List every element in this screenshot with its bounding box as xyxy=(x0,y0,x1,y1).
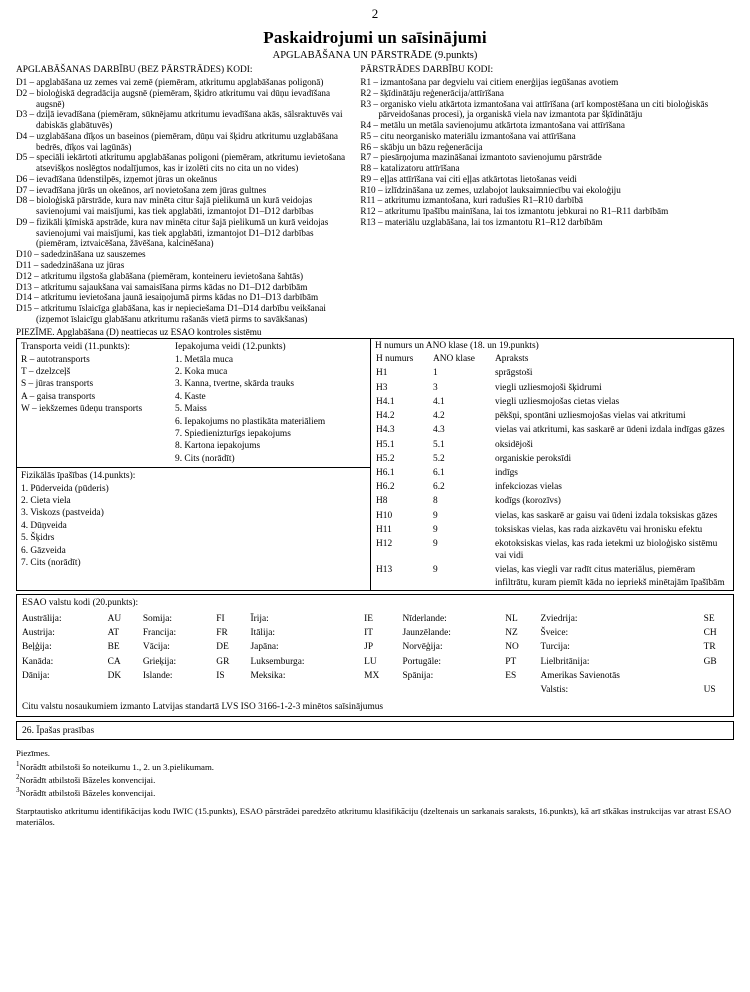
packaging-item: 7. Spiedienizturīgs iepakojums xyxy=(175,429,291,440)
physical-item: 3. Viskozs (pastveida) xyxy=(21,508,104,519)
table-row xyxy=(17,612,733,626)
country-name: Grieķija: xyxy=(142,656,177,667)
country-code: NL xyxy=(505,613,518,624)
packaging-item: 3. Kanna, tvertne, skārda trauks xyxy=(175,379,294,390)
page-subtitle: APGLABĀŠANA UN PĀRSTRĀDE (9.punkts) xyxy=(272,50,478,61)
table-row xyxy=(371,466,733,480)
un-class: 8 xyxy=(433,496,438,507)
h-number-column-headers xyxy=(371,352,733,366)
h-number: H4.1 xyxy=(376,396,395,407)
document-page xyxy=(0,6,750,992)
physical-heading: Fizikālās īpašības (14.punkts): xyxy=(21,471,136,482)
table-row xyxy=(371,381,733,395)
recovery-codes-column xyxy=(360,65,734,325)
h-desc: viegli uzliesmojošas cietas vielas xyxy=(495,396,620,407)
h-desc: toksiskas vielas, kas rada aizkavētu vai hronisku efektu xyxy=(495,524,703,535)
code-item: R7 – piesārņojuma mazināšanai izmantoto savienojumu pārstrāde xyxy=(360,152,602,163)
country-name: Somija: xyxy=(142,613,173,624)
table-row xyxy=(17,683,733,697)
h-number: H8 xyxy=(376,496,388,507)
country-code: IT xyxy=(364,628,374,639)
country-name xyxy=(17,683,108,697)
table-row xyxy=(371,366,733,380)
page-number: 2 xyxy=(371,6,379,21)
country-code: GB xyxy=(703,656,717,667)
country-name: Austrija: xyxy=(22,628,55,639)
recovery-codes-heading: PĀRSTRĀDES DARBĪBU KODI: xyxy=(360,65,494,75)
table-row xyxy=(371,494,733,508)
code-item: R6 – skābju un bāzu reģenerācija xyxy=(360,141,483,152)
footnote-marker: 1 xyxy=(16,759,20,768)
h-number: H5.2 xyxy=(376,453,395,464)
code-item: R1 – izmantošana par degvielu vai citiem enerģijas iegūšanas avotiem xyxy=(360,77,619,87)
footnotes xyxy=(16,748,734,828)
h-desc: viegli uzliesmojoši šķidrumi xyxy=(495,382,602,393)
country-code: NZ xyxy=(505,628,518,639)
un-class: 5.2 xyxy=(433,453,445,464)
oecd-country-codes-box xyxy=(16,594,734,717)
footnote-text: Norādīt atbilstoši Bāzeles konvencijai. xyxy=(19,788,156,799)
h-desc: vielas vai atkritumi, kas saskarē ar ūdeni izdala indīgas gāzes xyxy=(495,425,725,436)
transport-packaging-physical-table xyxy=(17,339,371,590)
country-name xyxy=(246,683,365,697)
transport-packaging-row xyxy=(17,339,370,467)
h-desc: organiskie peroksīdi xyxy=(495,453,572,464)
country-name: Islande: xyxy=(142,670,173,681)
h-desc: vielas, kas viegli var radīt citus materiālus, piemēram infiltrātu, kuram piemīt kāda no iepriekš minētajām īpašībām xyxy=(495,565,725,588)
table-row xyxy=(371,409,733,423)
country-name: Francija: xyxy=(142,628,177,639)
h-number: H4.3 xyxy=(376,425,395,436)
disposal-codes-column xyxy=(16,65,350,325)
packaging-cell xyxy=(173,339,370,467)
un-class: 6.1 xyxy=(433,467,445,478)
middle-tables xyxy=(16,338,734,591)
h-number: H4.2 xyxy=(376,411,395,422)
country-name: Beļģija: xyxy=(22,642,52,653)
transport-cell xyxy=(17,339,173,467)
transport-item: R – autotransports xyxy=(21,354,90,365)
table-row xyxy=(371,452,733,466)
recovery-codes-list xyxy=(360,77,734,228)
h-number: H12 xyxy=(376,539,393,550)
country-code: ES xyxy=(505,670,517,681)
table-row xyxy=(371,509,733,523)
code-item: D12 – atkritumu ilgstoša glabāšana (piemēram, konteineru ievietošana šahtās) xyxy=(16,270,304,281)
country-code: LU xyxy=(364,656,377,667)
transport-heading: Transporta veidi (11.punkts): xyxy=(21,342,130,353)
code-item: D6 – ievadīšana ūdenstilpēs, izņemot jūras un okeānus xyxy=(16,173,218,184)
country-name: Īrija: xyxy=(250,613,269,624)
physical-cell xyxy=(17,468,137,571)
un-class: 9 xyxy=(433,565,438,576)
disposal-note: PIEZĪME. Apglabāšana (D) neattiecas uz ESAO kontroles sistēmu xyxy=(16,326,262,337)
packaging-item: 5. Maiss xyxy=(175,404,207,415)
packaging-item: 8. Kartona iepakojums xyxy=(175,441,261,452)
table-row xyxy=(17,669,733,683)
country-code: MX xyxy=(364,670,380,681)
packaging-item: 6. Iepakojums no plastikāta materiāliem xyxy=(175,416,326,427)
country-name: Austrālija: xyxy=(22,613,62,624)
disposal-codes-heading: APGLABĀŠANAS DARBĪBU (BEZ PĀRSTRĀDES) KODI: xyxy=(16,65,253,75)
country-code: DE xyxy=(216,642,229,653)
un-class: 9 xyxy=(433,510,438,521)
country-code: JP xyxy=(364,642,374,653)
footnote-text: Norādīt atbilstoši šo noteikumu 1., 2. un 3.pielikumam. xyxy=(19,761,214,772)
country-name: Amerikas Savienotās xyxy=(540,670,620,681)
country-name: Šveice: xyxy=(540,628,569,639)
country-code: SE xyxy=(703,613,715,624)
column-header-un: ANO klase xyxy=(433,354,475,365)
code-item: D14 – atkritumu ievietošana jaunā iesaiņojumā pirms kādas no D1–D13 darbībām xyxy=(16,292,319,303)
country-code: US xyxy=(703,685,716,695)
footnotes-title: Piezīmes. xyxy=(16,748,50,759)
column-header-h: H numurs xyxy=(376,354,414,365)
table-row xyxy=(17,655,733,669)
h-desc: kodīgs (korozīvs) xyxy=(495,496,561,507)
h-desc: sprāgstoši xyxy=(495,368,533,379)
country-code: FI xyxy=(216,613,225,624)
h-number-table xyxy=(371,339,733,590)
h-desc: pēkšņi, spontāni uzliesmojošas vielas vai atkritumi xyxy=(495,411,686,422)
transport-item: S – jūras transports xyxy=(21,379,94,390)
country-code: AT xyxy=(107,628,120,639)
country-name xyxy=(397,683,505,697)
packaging-item: 9. Cits (norādīt) xyxy=(175,453,235,464)
packaging-item: 2. Koka muca xyxy=(175,367,228,377)
table-row xyxy=(371,438,733,452)
country-name: Vācija: xyxy=(142,642,170,653)
country-code xyxy=(364,683,397,697)
un-class: 9 xyxy=(433,539,438,550)
h-desc: oksidējoši xyxy=(495,439,534,450)
country-name xyxy=(138,683,216,697)
country-name: Turcija: xyxy=(540,642,570,653)
h-desc: vielas, kas saskarē ar gaisu vai ūdeni izdala toksiskas gāzes xyxy=(495,510,718,521)
h-number: H13 xyxy=(376,565,393,576)
table-row xyxy=(371,423,733,437)
physical-item: 7. Cits (norādīt) xyxy=(21,558,81,569)
country-code: IS xyxy=(216,670,225,681)
country-name: Kanāda: xyxy=(22,656,54,667)
physical-item: 1. Pūderveida (pūderis) xyxy=(21,483,109,494)
country-codes-table xyxy=(17,612,733,697)
table-row xyxy=(371,537,733,563)
code-item: R13 – materiālu uzglabāšana, lai tos izmantotu R1–R12 darbībām xyxy=(360,216,603,227)
h-number: H3 xyxy=(376,382,388,393)
country-name: Portugāle: xyxy=(402,656,441,667)
country-name: Jaunzēlande: xyxy=(402,628,451,639)
code-item: D3 – dziļā ievadīšana (piemēram, sūknējamu atkritumu ievadīšana akās, sālsraktuvēs vai dabiskās glabātuvēs) xyxy=(16,109,343,131)
footnote-closing: Starptautisko atkritumu identifikācijas kodu IWIC (15.punkts), ESAO pārstrādei paredzēto atkritumu klasifikāciju (dzeltenais un sarkanais saraksts, 16.punkts), kā arī sīkākas instrukcijas var atrast ESAO materiālos. xyxy=(16,805,732,828)
country-code: BE xyxy=(107,642,120,653)
code-item: D1 – apglabāšana uz zemes vai zemē (piemēram, atkritumu apglabāšanas poligonā) xyxy=(16,77,324,87)
table-row xyxy=(17,640,733,654)
code-item: R8 – katalizatoru attīrīšana xyxy=(360,163,460,174)
oecd-heading: ESAO valstu kodi (20.punkts): xyxy=(22,597,139,608)
code-item: D5 – speciāli iekārtoti atkritumu apglabāšanas poligoni (piemēram, atkritumu ievietošana atsevišķos noslēgtos nodalījumos, kas ir izolēti cits no cita un no vides) xyxy=(16,152,346,174)
physical-item: 5. Šķidrs xyxy=(21,533,55,544)
h-number: H5.1 xyxy=(376,439,395,450)
special-requirements-box: 26. Īpašas prasības xyxy=(16,721,734,740)
country-code xyxy=(704,669,733,683)
footnote-line xyxy=(16,760,734,773)
country-code: GR xyxy=(216,656,230,667)
code-item: R9 – eļļas attīrīšana vai citi eļļas atkārtotas lietošanas veidi xyxy=(360,173,577,184)
country-code: DK xyxy=(107,670,122,681)
country-code: TR xyxy=(703,642,716,653)
table-row xyxy=(371,523,733,537)
h-desc: ekotoksiskas vielas, kas rada ietekmi uz bioloģisko sistēmu vai vidi xyxy=(495,539,718,562)
country-name: Itālija: xyxy=(250,628,275,639)
un-class: 1 xyxy=(433,368,438,379)
h-number: H6.2 xyxy=(376,482,395,493)
country-name: Norvēģija: xyxy=(402,642,443,653)
packaging-item: 1. Metāla muca xyxy=(175,354,234,365)
h-number: H6.1 xyxy=(376,467,395,478)
code-item: R5 – citu neorganisko materiālu izmantošana vai attīrīšana xyxy=(360,130,576,141)
code-item: R4 – metālu un metāla savienojumu atkārtota izmantošana vai attīrīšana xyxy=(360,120,625,131)
un-class: 4.3 xyxy=(433,425,445,436)
code-item: R3 – organisko vielu atkārtota izmantošana vai attīrīšana (arī kompostēšana un citi bioloģiskās pārveidošanas procesi), ja organiskā viela nav izmantota par šķīdinātāju xyxy=(360,98,709,120)
h-number: H11 xyxy=(376,524,392,535)
code-item: R10 – izlīdzināšana uz zemes, uzlabojot lauksaimniecību vai ekoloģiju xyxy=(360,184,621,195)
un-class: 4.1 xyxy=(433,396,445,407)
oecd-footer-note: Citu valstu nosaukumiem izmanto Latvijas standartā LVS ISO 3166-1-2-3 minētos saīsinājumus xyxy=(22,702,384,713)
h-desc: infekciozas vielas xyxy=(495,482,562,493)
country-name: Spānija: xyxy=(402,670,434,681)
country-name: Japāna: xyxy=(250,642,279,653)
h-desc: indīgs xyxy=(495,467,518,478)
un-class: 9 xyxy=(433,524,438,535)
footnote-marker: 3 xyxy=(16,786,20,795)
h-number: H1 xyxy=(376,368,388,379)
packaging-item: 4. Kaste xyxy=(175,391,206,402)
table-row xyxy=(371,480,733,494)
un-class: 3 xyxy=(433,382,438,393)
country-name: Nīderlande: xyxy=(402,613,447,624)
code-item: D10 – sadedzināšana uz sauszemes xyxy=(16,249,146,260)
physical-properties-row xyxy=(17,468,370,571)
country-name: Dānija: xyxy=(22,670,50,681)
footnote-line xyxy=(16,786,734,799)
code-item: R12 – atkritumu īpašību mainīšana, lai tos izmantotu jebkurai no R1–R11 darbībām xyxy=(360,206,669,217)
country-code: NO xyxy=(505,642,519,653)
h-number: H10 xyxy=(376,510,393,521)
country-name: Zviedrija: xyxy=(540,613,578,624)
physical-item: 4. Dūņveida xyxy=(21,520,67,531)
country-code: IE xyxy=(364,613,374,624)
country-code xyxy=(216,683,245,697)
physical-item: 6. Gāzveida xyxy=(21,545,66,556)
country-name: Luksemburga: xyxy=(250,656,305,667)
code-item: D8 – bioloģiskā pārstrāde, kura nav minēta citur šajā pielikumā un kurā veidojas savienojumi vai maisījumi, kas tiek apglabāti, izmantojot D1–D12 darbības xyxy=(16,195,314,217)
country-code xyxy=(108,683,138,697)
code-item: R2 – šķīdinātāju reģenerācija/attīrīšana xyxy=(360,87,504,98)
code-item: D2 – bioloģiskā degradācija augsnē (piemēram, šķidro atkritumu vai dūņu ievadīšana augsnē) xyxy=(16,87,331,109)
page-title: Paskaidrojumi un saīsinājumi xyxy=(263,28,487,47)
country-name: Meksika: xyxy=(250,670,286,681)
code-item: R11 – atkritumu izmantošana, kuri radušies R1–R10 darbībā xyxy=(360,195,583,206)
codes-columns xyxy=(0,65,750,325)
un-class: 4.2 xyxy=(433,411,445,422)
country-code: CH xyxy=(703,628,717,639)
footnote-marker: 2 xyxy=(16,772,20,781)
packaging-heading: Iepakojuma veidi (12.punkts) xyxy=(175,342,286,353)
transport-item: A – gaisa transports xyxy=(21,391,96,402)
country-code xyxy=(505,683,535,697)
transport-item: T – dzelzceļš xyxy=(21,367,71,377)
table-row xyxy=(371,395,733,409)
footnote-text: Norādīt atbilstoši Bāzeles konvencijai. xyxy=(19,774,156,785)
code-item: D15 – atkritumu īslaicīga glabāšana, kas ir nepieciešama D1–D14 darbību veikšanai (izņemot īslaicīgu glabāšanu atkritumu rašanās vietā pirms to savākšanas) xyxy=(16,303,326,324)
code-item: D9 – fizikāli ķīmiskā apstrāde, kura nav minēta citur šajā pielikumā un kurā veidojas savienojumi vai maisījumi, kas tiek apglabāti, izmantojot D1–D12 darbības (piemēram, iztvaicēšana, žāvēšana, kalcinēšana) xyxy=(16,216,329,249)
country-code: FR xyxy=(216,628,228,639)
country-name: Lielbritānija: xyxy=(540,656,590,667)
un-class: 5.1 xyxy=(433,439,445,450)
h-number-heading: H numurs un ANO klase (18. un 19.punkts) xyxy=(375,341,539,352)
country-code: AU xyxy=(107,613,122,624)
code-item: D13 – atkritumu sajaukšana vai samaisīšana pirms kādas no D1–D12 darbībām xyxy=(16,281,308,292)
table-row xyxy=(371,563,733,589)
footnote-line xyxy=(16,773,734,786)
column-header-desc: Apraksts xyxy=(495,354,529,365)
code-item: D7 – ievadīšana jūrās un okeānos, arī novietošana zem jūras gultnes xyxy=(16,184,267,195)
physical-item: 2. Cieta viela xyxy=(21,496,71,507)
country-name: Valstis: xyxy=(540,685,569,695)
table-row xyxy=(17,626,733,640)
code-item: D4 – uzglabāšana dīķos un baseinos (piemēram, dūņu vai šķidru atkritumu uzglabāšana bedrēs, dīķos vai lagūnās) xyxy=(16,130,338,152)
disposal-codes-list xyxy=(16,77,350,325)
code-item: D11 – sadedzināšana uz jūras xyxy=(16,260,125,271)
country-code: CA xyxy=(107,656,121,667)
transport-item: W – iekšzemes ūdeņu transports xyxy=(21,404,143,415)
un-class: 6.2 xyxy=(433,482,445,493)
country-code: PT xyxy=(505,656,517,667)
